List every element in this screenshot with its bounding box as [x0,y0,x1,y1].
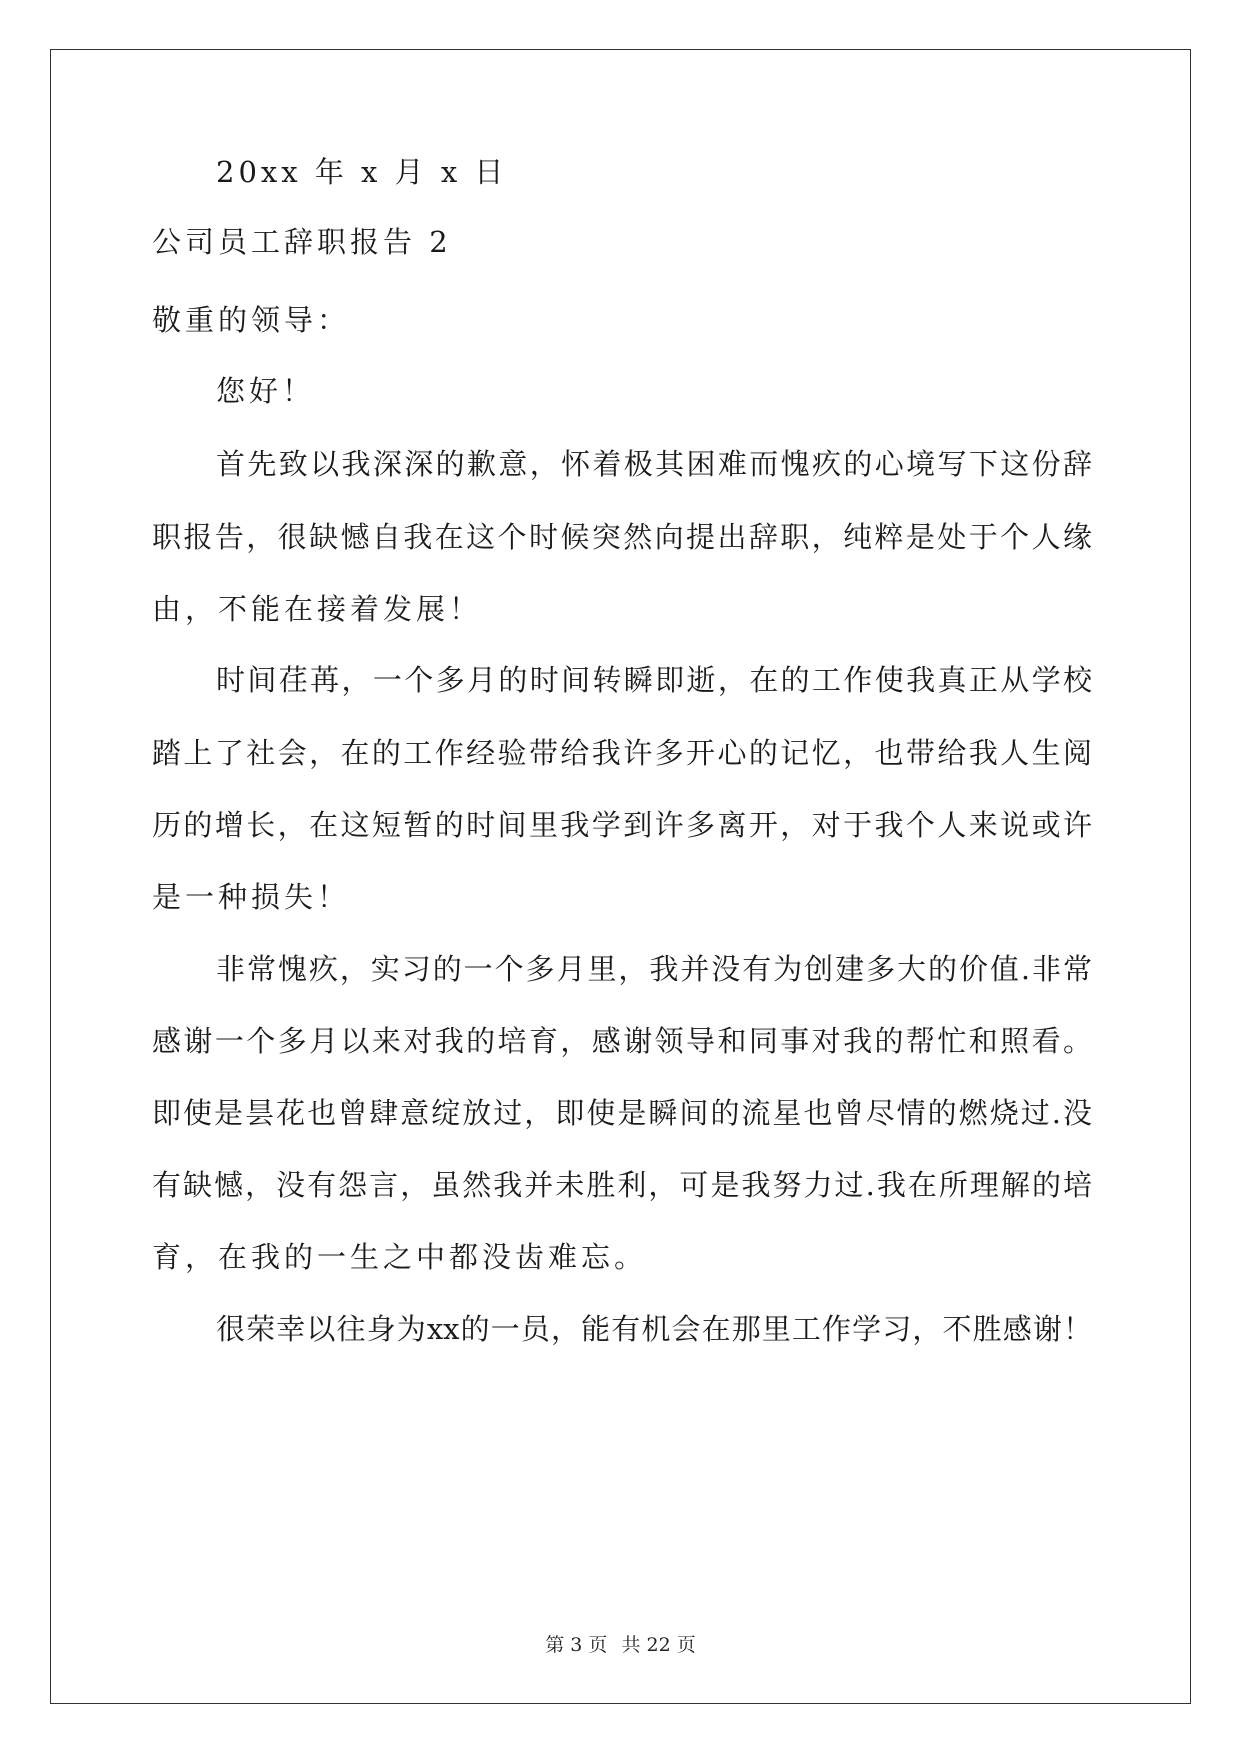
paragraph-4-line-1: 很荣幸以往身为xx的一员，能有机会在那里工作学习，不胜感谢！ [216,1312,1092,1346]
paragraph-2-line-3: 历的增长，在这短暂的时间里我学到许多离开，对于我个人来说或许 [152,808,1092,842]
page-total: 共 22 页 [621,1634,696,1656]
paragraph-3-line-4: 有缺憾，没有怨言，虽然我并未胜利，可是我努力过.我在所理解的培 [152,1168,1092,1202]
page-number: 第 3 页 [545,1634,608,1656]
paragraph-2-line-4: 是一种损失！ [152,880,351,914]
paragraph-3-line-1: 非常愧疚，实习的一个多月里，我并没有为创建多大的价值.非常 [216,952,1092,986]
date-line: 20xx 年 x 月 x 日 [216,155,508,189]
page-footer [0,1630,1241,1657]
paragraph-2-line-1: 时间荏苒，一个多月的时间转瞬即逝，在的工作使我真正从学校 [216,663,1092,697]
document-title: 公司员工辞职报告 2 [152,225,452,259]
paragraph-1-line-3: 由，不能在接着发展！ [152,592,483,626]
paragraph-1-line-2: 职报告，很缺憾自我在这个时候突然向提出辞职，纯粹是处于个人缘 [152,520,1092,554]
paragraph-1-line-1: 首先致以我深深的歉意，怀着极其困难而愧疚的心境写下这份辞 [216,447,1092,481]
paragraph-3-line-3: 即使是昙花也曾肆意绽放过，即使是瞬间的流星也曾尽情的燃烧过.没 [152,1096,1092,1130]
salutation: 敬重的领导： [152,303,351,337]
paragraph-2-line-2: 踏上了社会，在的工作经验带给我许多开心的记忆，也带给我人生阅 [152,736,1092,770]
greeting: 您好！ [216,374,316,408]
paragraph-3-line-2: 感谢一个多月以来对我的培育，感谢领导和同事对我的帮忙和照看。 [152,1024,1092,1058]
paragraph-3-line-5: 育，在我的一生之中都没齿难忘。 [152,1240,648,1274]
